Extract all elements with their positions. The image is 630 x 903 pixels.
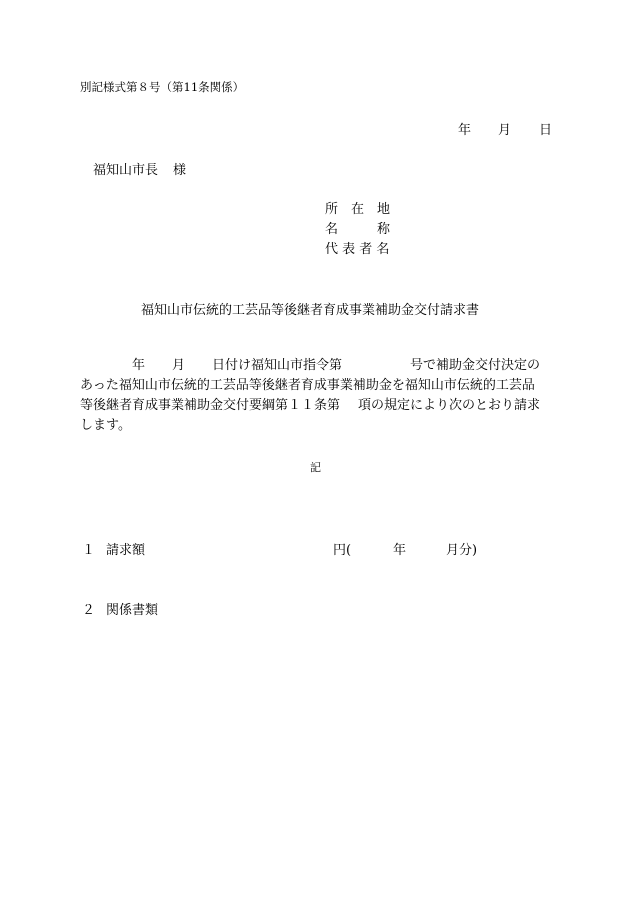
addressee-name: 福知山市長 (93, 163, 159, 178)
form-number: 別記様式第８号（第11条関係） (80, 80, 245, 94)
date-year-label: 年 (458, 123, 472, 138)
body-line1-tail: 号で補助金交付決定の (410, 358, 541, 373)
addressee-honorific: 様 (173, 163, 187, 178)
body-paragraph (80, 356, 550, 436)
body-line3-tail: 項の規定により次のとおり請求 (358, 398, 541, 413)
ki-marker: 記 (310, 461, 321, 474)
body-line-2: あった福知山市伝統的工芸品等後継者育成事業補助金を福知山市伝統的工芸品 (80, 378, 535, 393)
body-line-1 (80, 356, 550, 376)
item1-month: 月分) (446, 543, 478, 558)
item1-number: １ (82, 543, 96, 558)
body-year-label: 年 (132, 358, 146, 373)
item2-number: ２ (82, 603, 96, 618)
date-day-label: 日 (539, 123, 553, 138)
item1-label: 請求額 (106, 543, 146, 558)
body-line-3 (80, 396, 550, 416)
body-line-4: します。 (80, 418, 131, 433)
body-dated-text: 日付け福知山市指令第 (212, 358, 343, 373)
representative-label: 代 表 者 名 (325, 242, 390, 257)
addressee (93, 159, 186, 178)
body-month-label: 月 (172, 358, 186, 373)
date-month-label: 月 (498, 123, 512, 138)
body-line3-head: 等後継者育成事業補助金交付要綱第１１条第 (80, 398, 341, 413)
item1-yen: 円( (333, 543, 352, 558)
name-label: 名 称 (325, 222, 391, 237)
address-label: 所 在 地 (325, 202, 391, 217)
document-title: 福知山市伝統的工芸品等後継者育成事業補助金交付請求書 (141, 303, 480, 318)
item2-label: 関係書類 (106, 603, 159, 618)
item1-year: 年 (393, 543, 407, 558)
